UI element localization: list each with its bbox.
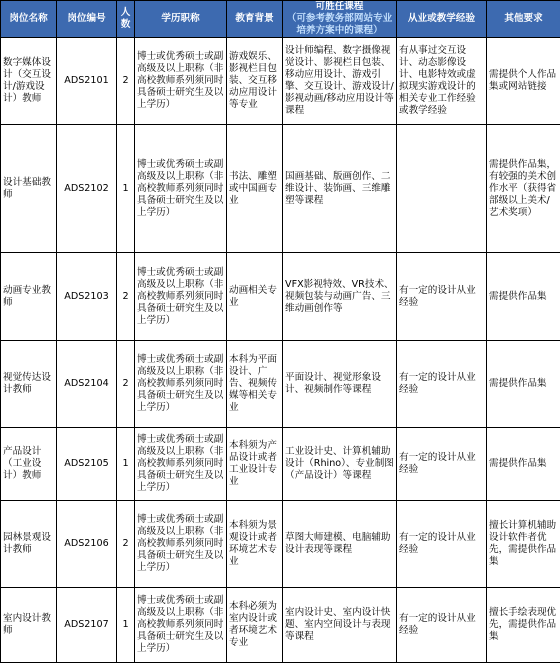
cell-other: 需提供作品集	[487, 428, 560, 501]
header-degree-title: 学历职称	[135, 1, 227, 38]
cell-degree: 博士或优秀硕士或副高级及以上职称（非高校教师系列须同时具备硕士研究生及以上学历）	[135, 125, 227, 253]
header-edu-background: 教育背景	[227, 1, 283, 38]
cell-experience	[397, 125, 487, 253]
cell-background: 本科为平面设计、广告、视频传媒等相关专业	[227, 341, 283, 428]
cell-position-code: ADS2102	[57, 125, 117, 253]
cell-position-name: 动画专业教师	[1, 253, 57, 341]
cell-count: 2	[117, 341, 135, 428]
header-position-code: 岗位编号	[57, 1, 117, 38]
cell-courses: 室内设计史、室内设计快题、室内空间设计与表现等课程	[283, 588, 397, 663]
cell-degree: 博士或优秀硕士或副高级及以上职称（非高校教师系列须同时具备硕士研究生及以上学历）	[135, 501, 227, 588]
cell-degree: 博士或优秀硕士或副高级及以上职称（非高校教师系列须同时具备硕士研究生及以上学历）	[135, 588, 227, 663]
header-experience: 从业或教学经验	[397, 1, 487, 38]
cell-courses: 设计师编程、数字摄像视觉设计、影视栏目包装、移动应用设计、游戏引擎、交互设计、游戏设计/影视动画/移动应用设计等课程	[283, 38, 397, 125]
cell-experience: 有从事过交互设计、动态影像设计、电影特效或虚拟现实游戏设计的相关专业工作经验或教学经验	[397, 38, 487, 125]
table-row	[1, 588, 560, 663]
table-row	[1, 38, 560, 125]
cell-position-name: 视觉传达设计教师	[1, 341, 57, 428]
cell-courses: 国画基础、版画创作、二维设计、装饰画、三维雕塑等课程	[283, 125, 397, 253]
cell-degree: 博士或优秀硕士或副高级及以上职称（非高校教师系列须同时具备硕士研究生及以上学历）	[135, 38, 227, 125]
cell-background: 游戏娱乐、影视栏目包装、交互移动应用设计等专业	[227, 38, 283, 125]
cell-count: 1	[117, 428, 135, 501]
cell-courses: 草图大师建模、电脑辅助设计表现等课程	[283, 501, 397, 588]
header-other: 其他要求	[487, 1, 560, 38]
cell-other: 擅长计算机辅助设计软件者优先，需提供作品集	[487, 501, 560, 588]
cell-degree: 博士或优秀硕士或副高级及以上职称（非高校教师系列须同时具备硕士研究生及以上学历）	[135, 253, 227, 341]
header-courses	[283, 1, 397, 38]
cell-other: 需提供作品集	[487, 341, 560, 428]
header-courses-main: 可胜任课程	[285, 1, 394, 13]
cell-position-code: ADS2106	[57, 501, 117, 588]
cell-experience: 有一定的设计从业经验	[397, 253, 487, 341]
cell-position-name: 设计基础教师	[1, 125, 57, 253]
cell-count: 1	[117, 588, 135, 663]
header-position-name: 岗位名称	[1, 1, 57, 38]
cell-position-name: 园林景观设计教师	[1, 501, 57, 588]
cell-experience: 有一定的设计从业经验	[397, 588, 487, 663]
header-row	[1, 1, 560, 38]
cell-background: 本科须为产品设计或者工业设计专业	[227, 428, 283, 501]
table-row	[1, 125, 560, 253]
cell-background: 动画相关专业	[227, 253, 283, 341]
cell-other: 擅长手绘表现优先，需提供作品集	[487, 588, 560, 663]
cell-background: 书法、雕塑或中国画专业	[227, 125, 283, 253]
cell-experience: 有一定的设计从业经验	[397, 341, 487, 428]
cell-count: 1	[117, 125, 135, 253]
cell-position-code: ADS2101	[57, 38, 117, 125]
cell-other: 需提供作品集，有较强的美术创作水平（获得省部级以上美术/艺术奖项）	[487, 125, 560, 253]
header-count: 人数	[117, 1, 135, 38]
table-row	[1, 501, 560, 588]
cell-position-code: ADS2105	[57, 428, 117, 501]
table-row	[1, 428, 560, 501]
cell-experience: 有一定的设计从业经验	[397, 501, 487, 588]
cell-position-code: ADS2103	[57, 253, 117, 341]
cell-courses: 平面设计、视觉形象设计、视频制作等课程	[283, 341, 397, 428]
cell-count: 2	[117, 253, 135, 341]
cell-position-code: ADS2104	[57, 341, 117, 428]
cell-background: 本科必须为室内设计或者环境艺术专业	[227, 588, 283, 663]
table-row	[1, 253, 560, 341]
header-courses-sub: （可参考教务部网站专业培养方案中的课程）	[285, 13, 394, 37]
cell-other: 需提供作品集	[487, 253, 560, 341]
cell-other: 需提供个人作品集或网站链接	[487, 38, 560, 125]
cell-degree: 博士或优秀硕士或副高级及以上职称（非高校教师系列须同时具备硕士研究生及以上学历）	[135, 341, 227, 428]
cell-courses: VFX影视特效、VR技术、视频包装与动画广告、三维动画创作等	[283, 253, 397, 341]
cell-count: 2	[117, 501, 135, 588]
cell-position-name: 数字媒体设计（交互设计/游戏设计）教师	[1, 38, 57, 125]
cell-courses: 工业设计史、计算机辅助设计（Rhino）、专业制图（产品设计）等课程	[283, 428, 397, 501]
cell-position-code: ADS2107	[57, 588, 117, 663]
cell-degree: 博士或优秀硕士或副高级及以上职称（非高校教师系列须同时具备硕士研究生及以上学历）	[135, 428, 227, 501]
cell-count: 2	[117, 38, 135, 125]
cell-background: 本科须为景观设计或者环境艺术专业	[227, 501, 283, 588]
cell-experience: 有一定的设计从业经验	[397, 428, 487, 501]
cell-position-name: 室内设计教师	[1, 588, 57, 663]
cell-position-name: 产品设计（工业设计）教师	[1, 428, 57, 501]
table-row	[1, 341, 560, 428]
